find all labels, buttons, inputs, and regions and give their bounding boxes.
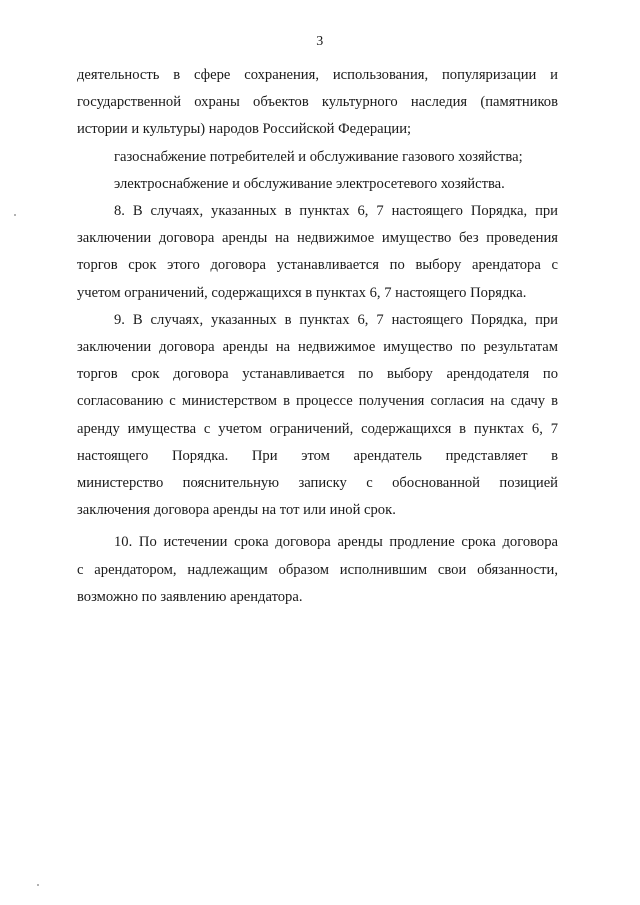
text-line: аренду имущества с учетом ограничений, содержащихся в пунктах 6, 7: [77, 420, 558, 437]
text-line: торгов срок договора устанавливается по выбору арендодателя по: [77, 366, 558, 383]
page-number: 3: [316, 34, 324, 49]
text-line: возможно по заявлению арендатора.: [77, 588, 303, 605]
scan-artifact: [37, 884, 39, 886]
text-line: настоящего Порядка. При этом арендатель представляет в: [77, 447, 558, 464]
text-line: с арендатором, надлежащим образом исполнившим свои обязанности,: [77, 561, 558, 578]
scan-artifact: [14, 214, 16, 216]
text-line: государственной охраны объектов культурного наследия (памятников: [77, 94, 558, 111]
text-line: 8. В случаях, указанных в пунктах 6, 7 настоящего Порядка, при: [114, 203, 558, 220]
text-line: учетом ограничений, содержащихся в пунктах 6, 7 настоящего Порядка.: [77, 284, 527, 301]
text-line: истории и культуры) народов Российской Федерации;: [77, 121, 412, 138]
text-line: заключения договора аренды на тот или иной срок.: [77, 502, 396, 519]
text-line: электроснабжение и обслуживание электросетевого хозяйства.: [114, 175, 505, 192]
text-line: торгов срок этого договора устанавливается по выбору арендатора с: [77, 257, 558, 274]
text-line: 10. По истечении срока договора аренды продление срока договора: [114, 534, 558, 551]
text-line: согласованию с министерством в процессе получения согласия на сдачу в: [77, 393, 558, 410]
text-line: заключении договора аренды на недвижимое имущество без проведения: [77, 230, 558, 247]
document-body: [77, 62, 558, 611]
text-line: министерство пояснительную записку с обоснованной позицией: [77, 475, 558, 492]
text-line: 9. В случаях, указанных в пунктах 6, 7 настоящего Порядка, при: [114, 311, 558, 328]
text-line: заключении договора аренды на недвижимое имущество по результатам: [77, 339, 558, 356]
text-line: газоснабжение потребителей и обслуживание газового хозяйства;: [114, 148, 523, 165]
text-line: деятельность в сфере сохранения, использования, популяризации и: [77, 67, 558, 83]
